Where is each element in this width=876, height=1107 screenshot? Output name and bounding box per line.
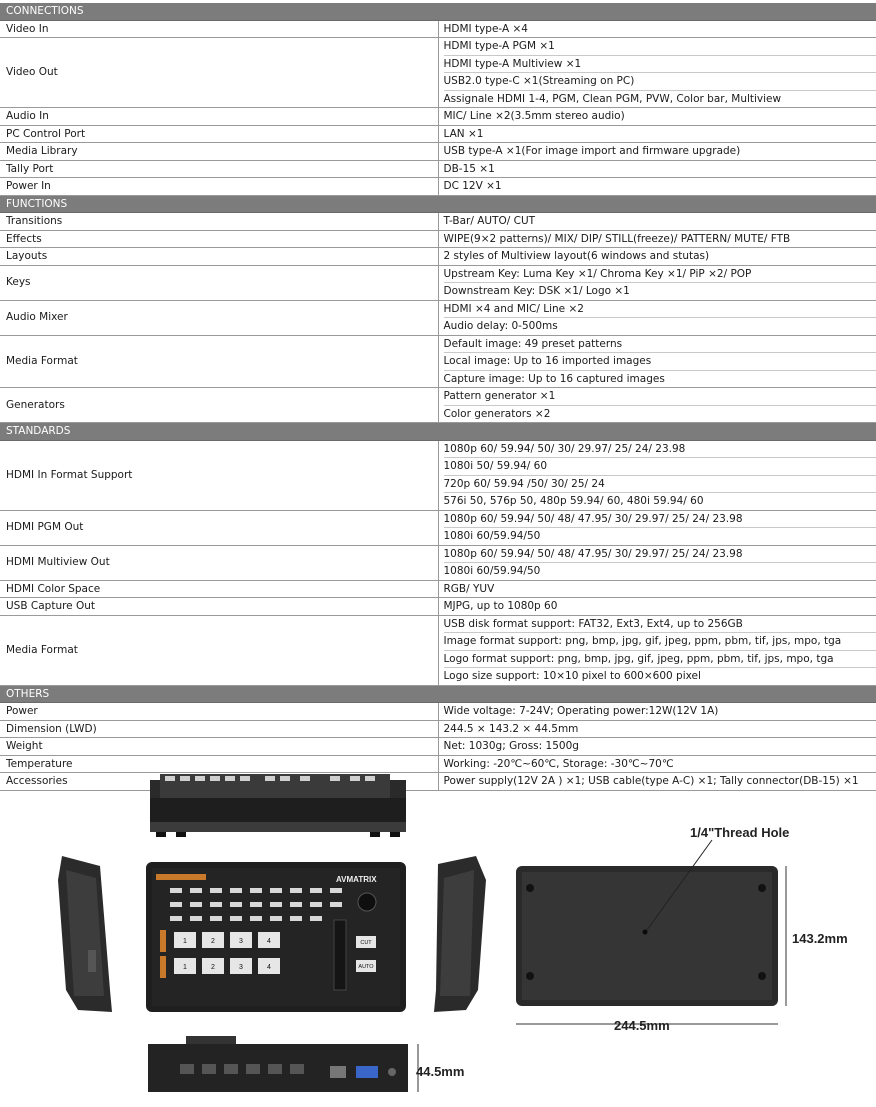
spec-value — [438, 335, 876, 388]
spec-table — [0, 3, 876, 791]
pgm-button-3-label: 3 — [239, 938, 243, 945]
pgm-button-2-label: 2 — [211, 938, 215, 945]
spec-value-line: 2 styles of Multiview layout(6 windows and stutas) — [444, 248, 876, 265]
spec-label: Video Out — [0, 38, 438, 108]
front-panel-view — [146, 862, 406, 1012]
spec-label: Weight — [0, 738, 438, 756]
spec-label: Effects — [0, 230, 438, 248]
pgm-button-1-label: 1 — [183, 938, 187, 945]
spec-value-line: HDMI type-A Multiview ×1 — [444, 56, 876, 74]
spec-row — [0, 20, 876, 38]
spec-value-line: 720p 60/ 59.94 /50/ 30/ 25/ 24 — [444, 476, 876, 494]
product-drawings — [0, 760, 876, 1103]
spec-row — [0, 178, 876, 196]
spec-value-line: HDMI type-A PGM ×1 — [444, 38, 876, 56]
depth-dimension: 44.5mm — [416, 1064, 464, 1079]
spec-value — [438, 230, 876, 248]
spec-label: Temperature — [0, 755, 438, 773]
spec-label: Accessories — [0, 773, 438, 791]
spec-value-line: USB2.0 type-C ×1(Streaming on PC) — [444, 73, 876, 91]
spec-value — [438, 440, 876, 510]
spec-value — [438, 545, 876, 580]
spec-value — [438, 20, 876, 38]
spec-value — [438, 265, 876, 300]
spec-value-line: HDMI ×4 and MIC/ Line ×2 — [444, 301, 876, 319]
spec-label: Layouts — [0, 248, 438, 266]
spec-value-line: Color generators ×2 — [444, 406, 876, 423]
spec-label: Transitions — [0, 213, 438, 231]
spec-value — [438, 580, 876, 598]
front-brand: AVMATRIX — [336, 875, 377, 884]
spec-value-line: Local image: Up to 16 imported images — [444, 353, 876, 371]
spec-value-line: Logo size support: 10×10 pixel to 600×600 pixel — [444, 668, 876, 685]
spec-value-line: Net: 1030g; Gross: 1500g — [444, 738, 876, 755]
spec-value-line: 1080i 60/59.94/50 — [444, 528, 876, 545]
spec-value-line: 1080i 60/59.94/50 — [444, 563, 876, 580]
spec-row — [0, 143, 876, 161]
spec-value-line: RGB/ YUV — [444, 581, 876, 598]
pvw-button-1-label: 1 — [183, 964, 187, 971]
spec-row — [0, 265, 876, 300]
spec-value — [438, 38, 876, 108]
spec-row — [0, 703, 876, 721]
spec-row — [0, 388, 876, 423]
spec-value-line: Logo format support: png, bmp, jpg, gif, jpeg, ppm, pbm, tif, jps, mpo, tga — [444, 651, 876, 669]
spec-value-line: USB type-A ×1(For image import and firmware upgrade) — [444, 143, 876, 160]
cut-button-label: CUT — [360, 940, 372, 946]
spec-value-line: Power supply(12V 2A ) ×1; USB cable(type A-C) ×1; Tally connector(DB-15) ×1 — [444, 773, 876, 790]
spec-value — [438, 615, 876, 685]
spec-row — [0, 213, 876, 231]
spec-row — [0, 615, 876, 685]
spec-value — [438, 125, 876, 143]
section-header — [0, 195, 876, 213]
spec-row — [0, 230, 876, 248]
spec-row — [0, 335, 876, 388]
section-title: STANDARDS — [0, 423, 876, 441]
spec-value-line: Pattern generator ×1 — [444, 388, 876, 406]
spec-value-line: 1080i 50/ 59.94/ 60 — [444, 458, 876, 476]
spec-value — [438, 598, 876, 616]
spec-value — [438, 388, 876, 423]
spec-value-line: Default image: 49 preset patterns — [444, 336, 876, 354]
spec-value — [438, 178, 876, 196]
spec-label: Generators — [0, 388, 438, 423]
spec-value-line: 1080p 60/ 59.94/ 50/ 30/ 29.97/ 25/ 24/ 23.98 — [444, 441, 876, 459]
spec-label: Keys — [0, 265, 438, 300]
spec-value-line: Upstream Key: Luma Key ×1/ Chroma Key ×1/ PiP ×2/ POP — [444, 266, 876, 284]
spec-row — [0, 545, 876, 580]
thread-hole-label: 1/4"Thread Hole — [690, 825, 789, 840]
spec-row — [0, 720, 876, 738]
length-dimension: 244.5mm — [614, 1018, 670, 1033]
spec-value-line: Audio delay: 0-500ms — [444, 318, 876, 335]
section-title: OTHERS — [0, 685, 876, 703]
spec-value-line: DC 12V ×1 — [444, 178, 876, 195]
section-title: CONNECTIONS — [0, 3, 876, 20]
spec-label: Media Format — [0, 615, 438, 685]
height-dimension: 143.2mm — [792, 931, 848, 946]
spec-value-line: MJPG, up to 1080p 60 — [444, 598, 876, 615]
spec-value-line: WIPE(9×2 patterns)/ MIX/ DIP/ STILL(freeze)/ PATTERN/ MUTE/ FTB — [444, 231, 876, 248]
spec-label: Audio In — [0, 108, 438, 126]
spec-label: Tally Port — [0, 160, 438, 178]
spec-value-line: Image format support: png, bmp, jpg, gif, jpeg, ppm, pbm, tif, jps, mpo, tga — [444, 633, 876, 651]
section-header — [0, 3, 876, 20]
spec-label: Power — [0, 703, 438, 721]
right-side-view — [434, 856, 486, 1012]
spec-value — [438, 248, 876, 266]
spec-value-line: DB-15 ×1 — [444, 161, 876, 178]
spec-value — [438, 143, 876, 161]
spec-row — [0, 738, 876, 756]
spec-label: USB Capture Out — [0, 598, 438, 616]
spec-value-line: USB disk format support: FAT32, Ext3, Ext4, up to 256GB — [444, 616, 876, 634]
rear-view — [148, 1036, 418, 1092]
spec-label: Media Library — [0, 143, 438, 161]
top-view — [150, 774, 406, 837]
spec-label: Media Format — [0, 335, 438, 388]
spec-row — [0, 580, 876, 598]
spec-value-line: LAN ×1 — [444, 126, 876, 143]
spec-value-line: 576i 50, 576p 50, 480p 59.94/ 60, 480i 59.94/ 60 — [444, 493, 876, 510]
pvw-button-4-label: 4 — [267, 964, 271, 971]
spec-value-line: Capture image: Up to 16 captured images — [444, 371, 876, 388]
spec-value — [438, 703, 876, 721]
pgm-button-4-label: 4 — [267, 938, 271, 945]
spec-row — [0, 125, 876, 143]
section-header — [0, 423, 876, 441]
auto-button-label: AUTO — [358, 964, 374, 970]
spec-value-line: 244.5 × 143.2 × 44.5mm — [444, 721, 876, 738]
spec-row — [0, 38, 876, 108]
spec-label: Audio Mixer — [0, 300, 438, 335]
bottom-view — [516, 840, 786, 1024]
spec-value-line: Assignale HDMI 1-4, PGM, Clean PGM, PVW, Color bar, Multiview — [444, 91, 876, 108]
section-header — [0, 685, 876, 703]
spec-value — [438, 160, 876, 178]
spec-value — [438, 108, 876, 126]
spec-row — [0, 598, 876, 616]
pvw-button-2-label: 2 — [211, 964, 215, 971]
spec-value-line: HDMI type-A ×4 — [444, 21, 876, 38]
spec-row — [0, 510, 876, 545]
spec-value-line: MIC/ Line ×2(3.5mm stereo audio) — [444, 108, 876, 125]
spec-label: HDMI Color Space — [0, 580, 438, 598]
spec-label: Power In — [0, 178, 438, 196]
spec-row — [0, 160, 876, 178]
spec-label: Dimension (LWD) — [0, 720, 438, 738]
pvw-button-3-label: 3 — [239, 964, 243, 971]
section-title: FUNCTIONS — [0, 195, 876, 213]
spec-value-line: T-Bar/ AUTO/ CUT — [444, 213, 876, 230]
spec-label: Video In — [0, 20, 438, 38]
product-views — [0, 760, 876, 1103]
spec-value — [438, 738, 876, 756]
spec-value-line: Working: -20℃~60℃, Storage: -30℃~70℃ — [444, 756, 876, 773]
spec-value — [438, 300, 876, 335]
spec-label: PC Control Port — [0, 125, 438, 143]
spec-label: HDMI PGM Out — [0, 510, 438, 545]
spec-value-line: 1080p 60/ 59.94/ 50/ 48/ 47.95/ 30/ 29.97/ 25/ 24/ 23.98 — [444, 511, 876, 529]
left-side-view — [58, 856, 112, 1012]
spec-row — [0, 300, 876, 335]
spec-row — [0, 248, 876, 266]
spec-row — [0, 108, 876, 126]
spec-value-line: Wide voltage: 7-24V; Operating power:12W(12V 1A) — [444, 703, 876, 720]
spec-row — [0, 440, 876, 510]
spec-label: HDMI In Format Support — [0, 440, 438, 510]
spec-value — [438, 720, 876, 738]
spec-value-line: Downstream Key: DSK ×1/ Logo ×1 — [444, 283, 876, 300]
spec-value — [438, 510, 876, 545]
spec-value — [438, 213, 876, 231]
spec-value-line: 1080p 60/ 59.94/ 50/ 48/ 47.95/ 30/ 29.97/ 25/ 24/ 23.98 — [444, 546, 876, 564]
spec-label: HDMI Multiview Out — [0, 545, 438, 580]
